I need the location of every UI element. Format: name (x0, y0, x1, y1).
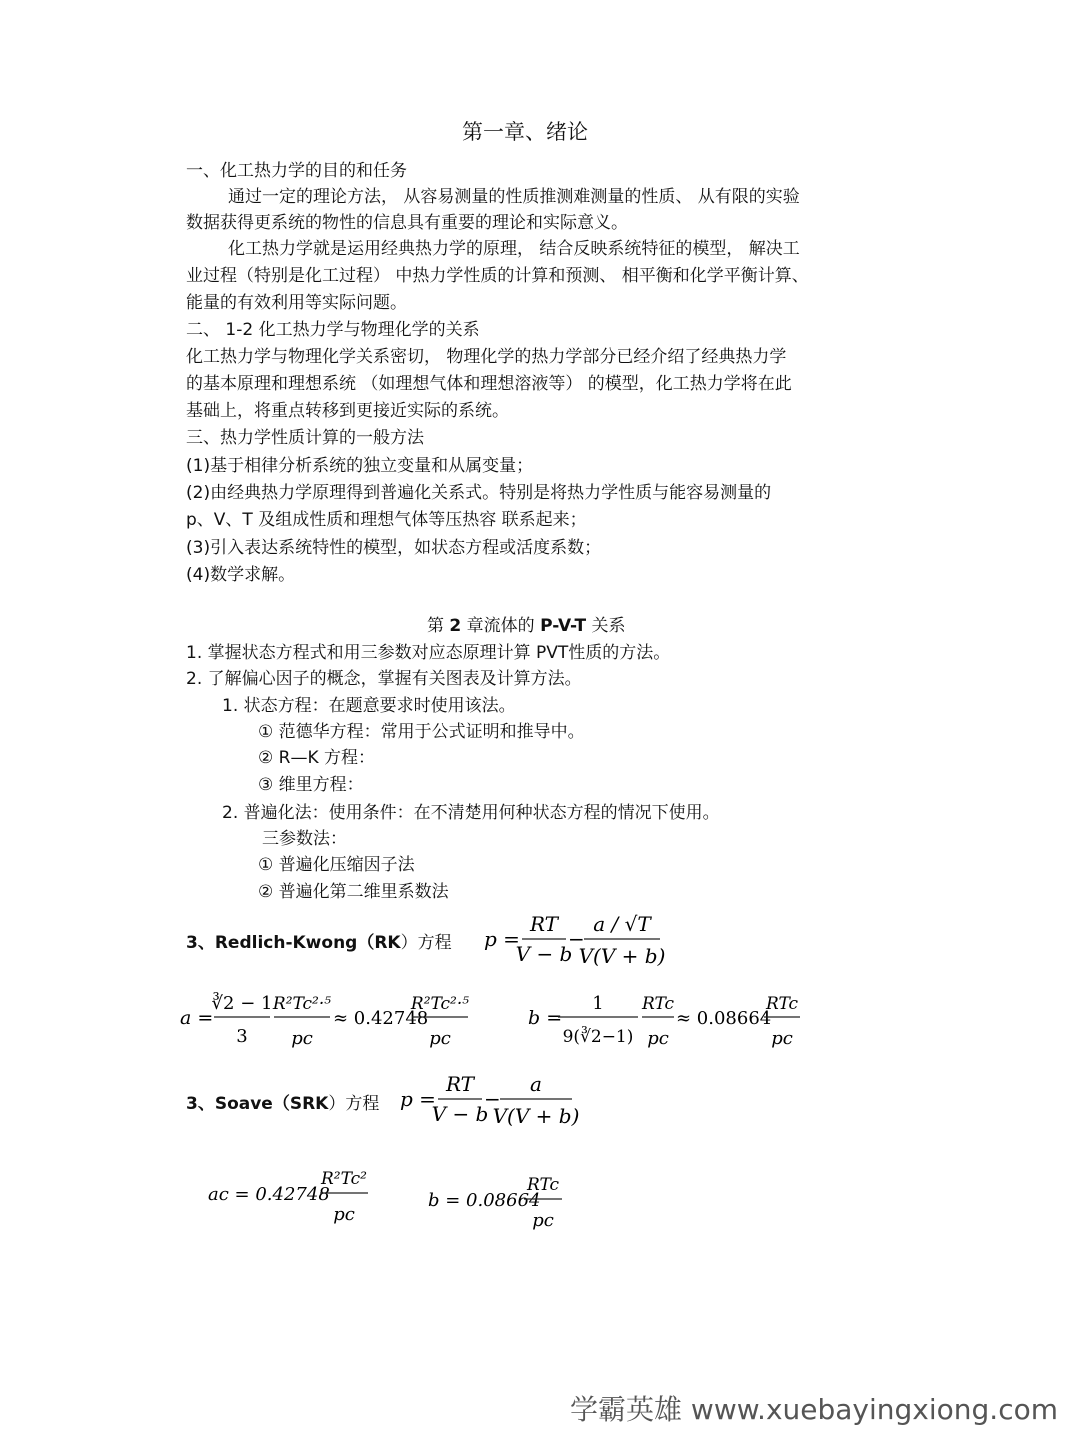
rk-eq-num2: a / √T (593, 912, 651, 936)
paragraph1-line2: 数据获得更系统的物性的信息具有重要的理论和实际意义。 (186, 213, 628, 233)
circled-item-2b: ② 普遍化第二维里系数法 (258, 882, 449, 902)
rk-a-equation (180, 982, 480, 1054)
rk-a-den1: 3 (236, 1026, 248, 1047)
site-watermark: 学霸英雄 www.xuebayingxiong.com (570, 1393, 1058, 1426)
rk-b-lhs: b = (528, 1007, 563, 1029)
rk-a-lhs: a = (180, 1007, 214, 1029)
srk-b-den: pc (532, 1210, 554, 1231)
rk-b-den1: 9(∛2−1) (562, 1027, 634, 1047)
chapter2-title-middle: 章流体的 (461, 616, 541, 636)
rk-eq-num1: RT (529, 912, 559, 936)
chapter1-title: 第一章、绪论 (462, 120, 588, 144)
chapter2-title-prefix: 第 (427, 616, 450, 636)
rk-a-num2: R²Tc²·⁵ (272, 994, 332, 1014)
rk-eq-den2: V(V + b) (578, 944, 666, 968)
rk-heading-suffix: ）方程 (400, 933, 452, 953)
srk-heading-suffix: ）方程 (328, 1094, 380, 1114)
chapter2-title (427, 615, 626, 637)
srk-ac-lhs: ac = 0.42748 (208, 1184, 330, 1205)
srk-heading-prefix: 3、Soave（ (186, 1094, 290, 1114)
paragraph3-line2: 的基本原理和理想系统 （如理想气体和理想溶液等） 的模型，化工热力学将在此 (186, 374, 792, 394)
rk-a-num1: ∛2 − 1 (211, 993, 273, 1014)
method-item-4: (4)数学求解。 (186, 565, 296, 585)
srk-heading (186, 1093, 379, 1115)
rk-heading-abbr: RK (374, 933, 401, 953)
section2-heading: 二、 1-2 化工热力学与物理化学的关系 (186, 320, 480, 340)
goal-2: 2. 了解偏心因子的概念，掌握有关图表及计算方法。 (186, 669, 582, 689)
rk-b-num3: RTc (765, 994, 799, 1014)
circled-item-1c: ③ 维里方程： (258, 775, 364, 795)
srk-ac-den: pc (333, 1204, 355, 1225)
rk-eq-den1: V − b (515, 942, 573, 966)
srk-eq-den2: V(V + b) (492, 1104, 580, 1128)
numbered-item-1: 1. 状态方程：在题意要求时使用该法。 (222, 696, 516, 716)
rk-eq-minus: − (568, 927, 585, 951)
rk-b-num1: 1 (592, 993, 604, 1014)
goal-1: 1. 掌握状态方程式和用三参数对应态原理计算 PVT性质的方法。 (186, 643, 671, 663)
rk-b-equation (528, 982, 818, 1054)
circled-item-1b: ② R—K 方程： (258, 748, 376, 768)
chapter2-title-pvt: P-V-T (540, 616, 587, 636)
three-parameter-method: 三参数法： (262, 829, 347, 849)
paragraph1-line1: 通过一定的理论方法， 从容易测量的性质推测难测量的性质、 从有限的实验 (228, 187, 800, 207)
method-item-3: (3)引入表达系统特性的模型，如状态方程或活度系数； (186, 538, 602, 558)
paragraph3-line1: 化工热力学与物理化学关系密切， 物理化学的热力学部分已经介绍了经典热力学 (186, 347, 787, 367)
chapter2-title-suffix: 关系 (586, 616, 626, 636)
chapter2-title-number: 2 (449, 616, 462, 636)
paragraph3-line3: 基础上，将重点转移到更接近实际的系统。 (186, 401, 509, 421)
srk-b-num: RTc (526, 1175, 560, 1195)
paragraph2-line2: 业过程（特别是化工过程） 中热力学性质的计算和预测、 相平衡和化学平衡计算、 (186, 266, 809, 286)
rk-eq-lhs: p = (484, 927, 520, 951)
rk-heading (186, 932, 452, 954)
srk-eq-num2: a (530, 1072, 542, 1096)
method-item-2-line1: (2)由经典热力学原理得到普遍化关系式。特别是将热力学性质与能容易测量的 (186, 483, 772, 503)
rk-heading-prefix: 3、Redlich-Kwong（ (186, 933, 375, 953)
rk-a-approx: ≈ 0.42748 (333, 1008, 429, 1029)
srk-equation (400, 1064, 600, 1134)
srk-ac-num: R²Tc² (321, 1169, 367, 1189)
rk-b-den3: pc (771, 1028, 793, 1049)
section1-heading: 一、化工热力学的目的和任务 (186, 161, 407, 181)
rk-equation (484, 904, 684, 974)
paragraph2-line3: 能量的有效利用等实际问题。 (186, 293, 407, 313)
srk-b-equation (428, 1168, 578, 1240)
srk-b-lhs: b = 0.08664 (428, 1190, 541, 1211)
circled-item-1a: ① 范德华方程：常用于公式证明和推导中。 (258, 722, 585, 742)
rk-b-den2: pc (647, 1028, 669, 1049)
method-item-1: (1)基于相律分析系统的独立变量和从属变量； (186, 456, 534, 476)
srk-heading-abbr: SRK (289, 1094, 329, 1114)
paragraph2-line1: 化工热力学就是运用经典热力学的原理， 结合反映系统特征的模型， 解决工 (228, 239, 800, 259)
rk-a-den3: pc (429, 1028, 451, 1049)
srk-eq-lhs: p = (400, 1087, 436, 1111)
rk-a-num3: R²Tc²·⁵ (410, 994, 470, 1014)
rk-b-num2: RTc (641, 994, 675, 1014)
srk-ac-equation (208, 1162, 378, 1234)
rk-b-approx: ≈ 0.08664 (676, 1008, 772, 1029)
circled-item-2a: ① 普遍化压缩因子法 (258, 855, 415, 875)
srk-eq-num1: RT (445, 1072, 475, 1096)
section3-heading: 三、热力学性质计算的一般方法 (186, 428, 424, 448)
rk-a-den2: pc (291, 1028, 313, 1049)
numbered-item-2: 2. 普遍化法：使用条件：在不清楚用何种状态方程的情况下使用。 (222, 803, 720, 823)
method-item-2-line2: p、V、T 及组成性质和理想气体等压热容 联系起来； (186, 510, 587, 530)
srk-eq-den1: V − b (431, 1102, 489, 1126)
srk-eq-minus: − (484, 1087, 501, 1111)
